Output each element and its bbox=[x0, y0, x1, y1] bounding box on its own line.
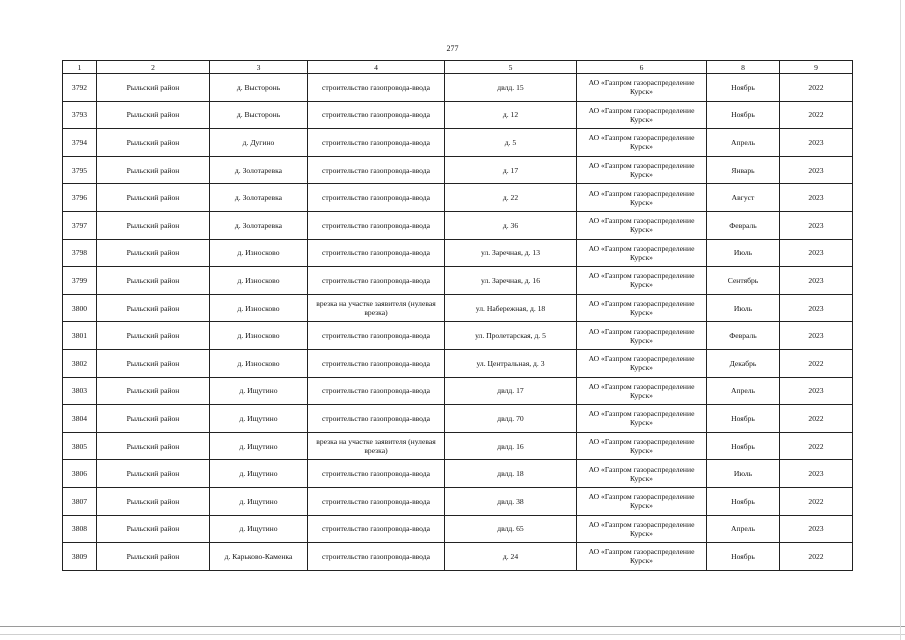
header-cell: 4 bbox=[308, 61, 445, 74]
header-cell: 1 bbox=[63, 61, 97, 74]
work-type-cell: врезка на участке заявителя (нулевая врезка) bbox=[308, 294, 445, 322]
address-cell: двлд. 70 bbox=[445, 405, 577, 433]
month-cell: Апрель bbox=[707, 515, 780, 543]
table-row bbox=[63, 460, 853, 488]
organization-cell: АО «Газпром газораспределение Курск» bbox=[577, 129, 707, 157]
settlement-cell: д. Износково bbox=[210, 239, 308, 267]
table-row bbox=[63, 432, 853, 460]
header-cell: 3 bbox=[210, 61, 308, 74]
organization-cell: АО «Газпром газораспределение Курск» bbox=[577, 432, 707, 460]
row-number-cell: 3802 bbox=[63, 349, 97, 377]
month-cell: Август bbox=[707, 184, 780, 212]
settlement-cell: д. Износково bbox=[210, 267, 308, 295]
address-cell: д. 17 bbox=[445, 156, 577, 184]
scan-edge-line bbox=[0, 626, 905, 627]
row-number-cell: 3800 bbox=[63, 294, 97, 322]
organization-cell: АО «Газпром газораспределение Курск» bbox=[577, 405, 707, 433]
month-cell: Июль bbox=[707, 239, 780, 267]
year-cell: 2023 bbox=[780, 184, 853, 212]
row-number-cell: 3794 bbox=[63, 129, 97, 157]
district-cell: Рыльский район bbox=[97, 184, 210, 212]
row-number-cell: 3808 bbox=[63, 515, 97, 543]
work-type-cell: строительство газопровода-ввода bbox=[308, 129, 445, 157]
address-cell: д. 12 bbox=[445, 101, 577, 129]
organization-cell: АО «Газпром газораспределение Курск» bbox=[577, 322, 707, 350]
table-row bbox=[63, 515, 853, 543]
organization-cell: АО «Газпром газораспределение Курск» bbox=[577, 211, 707, 239]
header-cell: 2 bbox=[97, 61, 210, 74]
scan-edge-line bbox=[900, 0, 901, 640]
settlement-cell: д. Высторонь bbox=[210, 74, 308, 102]
row-number-cell: 3803 bbox=[63, 377, 97, 405]
table-row bbox=[63, 543, 853, 571]
scan-edge-line bbox=[0, 634, 905, 635]
work-type-cell: строительство газопровода-ввода bbox=[308, 543, 445, 571]
year-cell: 2023 bbox=[780, 515, 853, 543]
row-number-cell: 3809 bbox=[63, 543, 97, 571]
district-cell: Рыльский район bbox=[97, 460, 210, 488]
address-cell: ул. Пролетарская, д. 5 bbox=[445, 322, 577, 350]
work-type-cell: строительство газопровода-ввода bbox=[308, 487, 445, 515]
organization-cell: АО «Газпром газораспределение Курск» bbox=[577, 487, 707, 515]
district-cell: Рыльский район bbox=[97, 405, 210, 433]
month-cell: Ноябрь bbox=[707, 487, 780, 515]
work-type-cell: строительство газопровода-ввода bbox=[308, 184, 445, 212]
organization-cell: АО «Газпром газораспределение Курск» bbox=[577, 294, 707, 322]
settlement-cell: д. Ищутино bbox=[210, 405, 308, 433]
work-type-cell: строительство газопровода-ввода bbox=[308, 156, 445, 184]
district-cell: Рыльский район bbox=[97, 487, 210, 515]
district-cell: Рыльский район bbox=[97, 156, 210, 184]
settlement-cell: д. Ищутино bbox=[210, 377, 308, 405]
table-row bbox=[63, 405, 853, 433]
work-type-cell: строительство газопровода-ввода bbox=[308, 74, 445, 102]
district-cell: Рыльский район bbox=[97, 239, 210, 267]
month-cell: Июль bbox=[707, 294, 780, 322]
address-cell: двлд. 65 bbox=[445, 515, 577, 543]
month-cell: Декабрь bbox=[707, 349, 780, 377]
work-type-cell: строительство газопровода-ввода bbox=[308, 101, 445, 129]
row-number-cell: 3804 bbox=[63, 405, 97, 433]
month-cell: Апрель bbox=[707, 129, 780, 157]
year-cell: 2022 bbox=[780, 101, 853, 129]
organization-cell: АО «Газпром газораспределение Курск» bbox=[577, 156, 707, 184]
organization-cell: АО «Газпром газораспределение Курск» bbox=[577, 460, 707, 488]
district-cell: Рыльский район bbox=[97, 377, 210, 405]
year-cell: 2023 bbox=[780, 156, 853, 184]
row-number-cell: 3795 bbox=[63, 156, 97, 184]
table-row bbox=[63, 184, 853, 212]
organization-cell: АО «Газпром газораспределение Курск» bbox=[577, 74, 707, 102]
table-row bbox=[63, 487, 853, 515]
table-row bbox=[63, 349, 853, 377]
district-cell: Рыльский район bbox=[97, 267, 210, 295]
work-type-cell: строительство газопровода-ввода bbox=[308, 515, 445, 543]
district-cell: Рыльский район bbox=[97, 211, 210, 239]
header-row bbox=[63, 61, 853, 74]
page-number: 277 bbox=[446, 44, 459, 53]
row-number-cell: 3797 bbox=[63, 211, 97, 239]
address-cell: двлд. 17 bbox=[445, 377, 577, 405]
district-cell: Рыльский район bbox=[97, 101, 210, 129]
settlement-cell: д. Золотаревка bbox=[210, 184, 308, 212]
district-cell: Рыльский район bbox=[97, 515, 210, 543]
settlement-cell: д. Ищутино bbox=[210, 460, 308, 488]
settlement-cell: д. Золотаревка bbox=[210, 156, 308, 184]
settlement-cell: д. Ищутино bbox=[210, 487, 308, 515]
month-cell: Ноябрь bbox=[707, 405, 780, 433]
year-cell: 2022 bbox=[780, 405, 853, 433]
year-cell: 2023 bbox=[780, 294, 853, 322]
settlement-cell: д. Высторонь bbox=[210, 101, 308, 129]
table-row bbox=[63, 74, 853, 102]
settlement-cell: д. Дугино bbox=[210, 129, 308, 157]
settlement-cell: д. Ищутино bbox=[210, 432, 308, 460]
organization-cell: АО «Газпром газораспределение Курск» bbox=[577, 239, 707, 267]
work-type-cell: строительство газопровода-ввода bbox=[308, 322, 445, 350]
organization-cell: АО «Газпром газораспределение Курск» bbox=[577, 377, 707, 405]
work-type-cell: строительство газопровода-ввода bbox=[308, 377, 445, 405]
work-type-cell: строительство газопровода-ввода bbox=[308, 239, 445, 267]
settlement-cell: д. Карьково-Каменка bbox=[210, 543, 308, 571]
address-cell: двлд. 18 bbox=[445, 460, 577, 488]
work-type-cell: строительство газопровода-ввода bbox=[308, 460, 445, 488]
row-number-cell: 3793 bbox=[63, 101, 97, 129]
address-cell: д. 22 bbox=[445, 184, 577, 212]
work-type-cell: строительство газопровода-ввода bbox=[308, 349, 445, 377]
year-cell: 2022 bbox=[780, 349, 853, 377]
year-cell: 2023 bbox=[780, 460, 853, 488]
settlement-cell: д. Ищутино bbox=[210, 515, 308, 543]
month-cell: Ноябрь bbox=[707, 101, 780, 129]
organization-cell: АО «Газпром газораспределение Курск» bbox=[577, 101, 707, 129]
settlement-cell: д. Износково bbox=[210, 294, 308, 322]
district-cell: Рыльский район bbox=[97, 74, 210, 102]
table-row bbox=[63, 294, 853, 322]
address-cell: д. 5 bbox=[445, 129, 577, 157]
year-cell: 2023 bbox=[780, 211, 853, 239]
address-cell: ул. Заречная, д. 16 bbox=[445, 267, 577, 295]
table-row bbox=[63, 239, 853, 267]
table-body bbox=[63, 74, 853, 571]
month-cell: Февраль bbox=[707, 322, 780, 350]
row-number-cell: 3796 bbox=[63, 184, 97, 212]
work-type-cell: строительство газопровода-ввода bbox=[308, 211, 445, 239]
year-cell: 2023 bbox=[780, 239, 853, 267]
month-cell: Февраль bbox=[707, 211, 780, 239]
district-cell: Рыльский район bbox=[97, 294, 210, 322]
table-row bbox=[63, 322, 853, 350]
district-cell: Рыльский район bbox=[97, 543, 210, 571]
row-number-cell: 3792 bbox=[63, 74, 97, 102]
row-number-cell: 3801 bbox=[63, 322, 97, 350]
year-cell: 2022 bbox=[780, 543, 853, 571]
header-cell: 6 bbox=[577, 61, 707, 74]
row-number-cell: 3807 bbox=[63, 487, 97, 515]
header-cell: 5 bbox=[445, 61, 577, 74]
work-type-cell: врезка на участке заявителя (нулевая врезка) bbox=[308, 432, 445, 460]
organization-cell: АО «Газпром газораспределение Курск» bbox=[577, 184, 707, 212]
address-cell: ул. Заречная, д. 13 bbox=[445, 239, 577, 267]
year-cell: 2022 bbox=[780, 432, 853, 460]
address-cell: д. 24 bbox=[445, 543, 577, 571]
address-cell: двлд. 16 bbox=[445, 432, 577, 460]
address-cell: ул. Набережная, д. 18 bbox=[445, 294, 577, 322]
month-cell: Июль bbox=[707, 460, 780, 488]
header-cell: 8 bbox=[707, 61, 780, 74]
address-cell: двлд. 38 bbox=[445, 487, 577, 515]
month-cell: Январь bbox=[707, 156, 780, 184]
year-cell: 2023 bbox=[780, 267, 853, 295]
row-number-cell: 3798 bbox=[63, 239, 97, 267]
address-cell: ул. Центральная, д. 3 bbox=[445, 349, 577, 377]
row-number-cell: 3805 bbox=[63, 432, 97, 460]
settlement-cell: д. Золотаревка bbox=[210, 211, 308, 239]
district-cell: Рыльский район bbox=[97, 349, 210, 377]
header-cell: 9 bbox=[780, 61, 853, 74]
year-cell: 2023 bbox=[780, 129, 853, 157]
row-number-cell: 3806 bbox=[63, 460, 97, 488]
row-number-cell: 3799 bbox=[63, 267, 97, 295]
work-type-cell: строительство газопровода-ввода bbox=[308, 267, 445, 295]
year-cell: 2022 bbox=[780, 487, 853, 515]
table-row bbox=[63, 129, 853, 157]
district-cell: Рыльский район bbox=[97, 322, 210, 350]
address-cell: двлд. 15 bbox=[445, 74, 577, 102]
table-row bbox=[63, 211, 853, 239]
settlement-cell: д. Износково bbox=[210, 322, 308, 350]
district-cell: Рыльский район bbox=[97, 129, 210, 157]
table-row bbox=[63, 377, 853, 405]
table-row bbox=[63, 101, 853, 129]
work-type-cell: строительство газопровода-ввода bbox=[308, 405, 445, 433]
month-cell: Апрель bbox=[707, 377, 780, 405]
year-cell: 2023 bbox=[780, 322, 853, 350]
organization-cell: АО «Газпром газораспределение Курск» bbox=[577, 349, 707, 377]
month-cell: Ноябрь bbox=[707, 432, 780, 460]
organization-cell: АО «Газпром газораспределение Курск» bbox=[577, 515, 707, 543]
organization-cell: АО «Газпром газораспределение Курск» bbox=[577, 267, 707, 295]
month-cell: Сентябрь bbox=[707, 267, 780, 295]
organization-cell: АО «Газпром газораспределение Курск» bbox=[577, 543, 707, 571]
year-cell: 2023 bbox=[780, 377, 853, 405]
month-cell: Ноябрь bbox=[707, 74, 780, 102]
gasification-table bbox=[62, 60, 853, 571]
year-cell: 2022 bbox=[780, 74, 853, 102]
table-row bbox=[63, 156, 853, 184]
address-cell: д. 36 bbox=[445, 211, 577, 239]
table-row bbox=[63, 267, 853, 295]
district-cell: Рыльский район bbox=[97, 432, 210, 460]
month-cell: Ноябрь bbox=[707, 543, 780, 571]
settlement-cell: д. Износково bbox=[210, 349, 308, 377]
